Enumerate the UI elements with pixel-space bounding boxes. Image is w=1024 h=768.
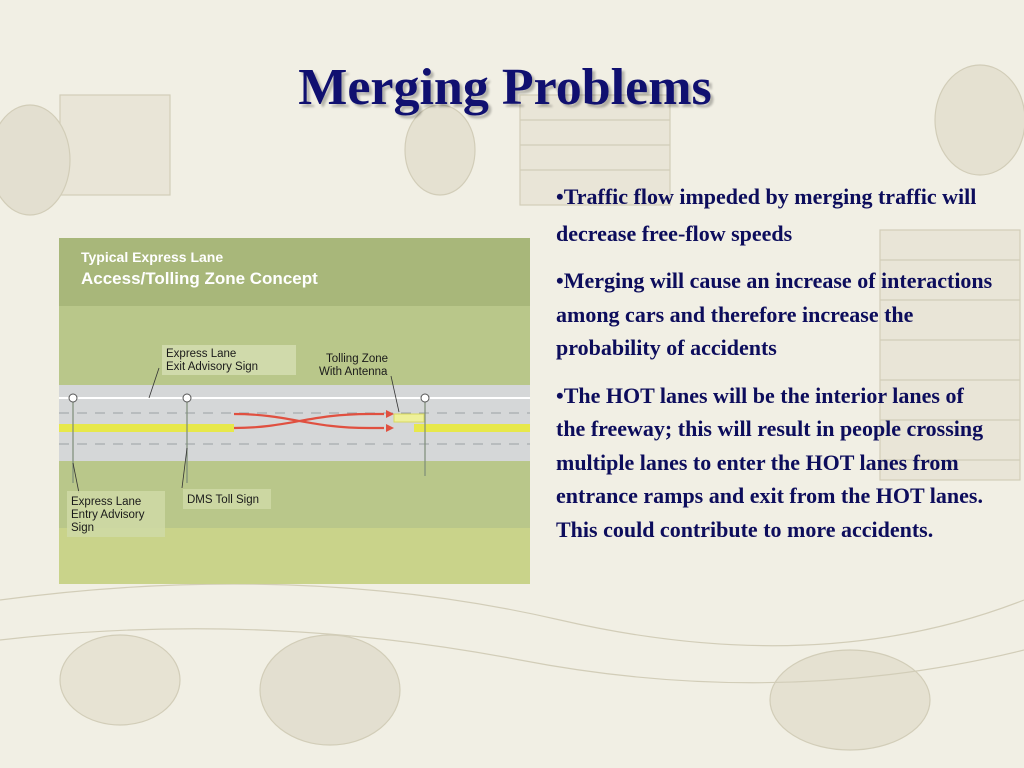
tolling-zone-label-1: Tolling Zone bbox=[326, 353, 389, 365]
entry-sign-label-3: Sign bbox=[71, 522, 95, 534]
gantry-icon-2 bbox=[183, 394, 191, 402]
bullet-item: •The HOT lanes will be the interior lanes of the freeway; this will result in people crossing multiple lanes to enter the HOT lanes from entrance ramps and exit from the HOT lanes. This could contribute to more accidents. bbox=[556, 382, 984, 542]
gantry-icon-3 bbox=[421, 394, 429, 402]
tolling-zone-marker bbox=[394, 414, 424, 422]
dms-sign-label: DMS Toll Sign bbox=[187, 494, 260, 506]
tolling-zone-label-2: With Antenna bbox=[319, 366, 388, 378]
express-lane-stripe-left bbox=[59, 424, 234, 432]
entry-sign-label-1: Express Lane bbox=[71, 496, 142, 508]
gantry-icon-1 bbox=[69, 394, 77, 402]
entry-sign-label-2: Entry Advisory bbox=[71, 509, 145, 521]
slide-title: Merging Problems bbox=[298, 59, 712, 116]
bullet-item: •Traffic flow impeded by merging traffic will decrease free-flow speeds bbox=[556, 184, 977, 246]
bullet-item: •Merging will cause an increase of interactions among cars and therefore increase the probability of accidents bbox=[556, 268, 993, 360]
exit-sign-label-1: Express Lane bbox=[166, 348, 237, 360]
diagram-title-line1: Typical Express Lane bbox=[81, 249, 224, 265]
express-lane-diagram bbox=[59, 238, 530, 584]
express-lane-stripe-right bbox=[414, 424, 530, 432]
diagram-title-line2: Access/Tolling Zone Concept bbox=[81, 269, 318, 288]
exit-sign-label-2: Exit Advisory Sign bbox=[166, 361, 259, 373]
bullet-list bbox=[556, 178, 996, 560]
